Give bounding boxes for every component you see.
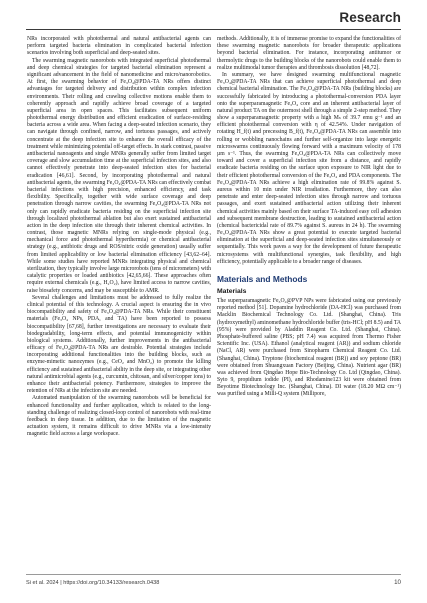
footer-divider <box>26 574 401 575</box>
header-divider <box>26 29 401 30</box>
body-paragraph: methods. Additionally, it is of immense promise to expand the functionalities of these swarming magnetic nanorobots for broader therapeutic applications beyond bacterial elimination. For instance, incorporating antitumor or thermolytic drugs to the building blocks of the nanorobots could enable them to realize multimodal tumor therapies and thrombosis dissolution [48,72]. <box>217 36 401 71</box>
right-column <box>217 36 401 399</box>
body-paragraph: In summary, we have designed swarming multifunctional magnetic Fe₃O₄@PDA-TA NRs that can achieve superficial photothermal and deep chemical bacterial elimination. The Fe₃O₄@PDA-TA NRs (building blocks) are successfully fabricated by introducing a photothermal-conversion PDA layer onto the superparamagnetic Fe₃O₄ core and an inherent antibacterial layer of natural product TA on the outermost shell through a simple 2-step method. They show a superparamagnetic property with a high Mₛ of 39.7 emu g⁻¹ and an efficient photothermal conversion with η of 42.54%. Under navigation of rotating H_f(t) and precessing B_f(t), Fe₃O₄@PDA-TA NRs can assemble into rolling or wobbling nanochains and further self-organize into large energetic microswarms continuously flowing forward with a maximum velocity of 178 µm s⁻¹. Thus, the swarming Fe₃O₄@PDA-TA NRs can collectively move toward and cover a superficial infection site from a distance, and rapidly eradicate bacteria residing on the surface upon exposure to NIR light due to their efficient photothermal conversion of the Fe₃O₄ and PDA components. The Fe₃O₄@PDA-TA NRs achieve a high elimination rate of 99.8% against S. aureus within 10 min under NIR irradiation. Furthermore, they can also penetrate and enter deep-seated infection sites through narrow and tortuous passages, and exert sustained antibacterial action utilizing their inherent chemical activities mainly based on their surface TA-induced easy cell adhesion and subsequent membrane destruction, leading to sustained antibacterial action (chemical bactericidal rate of 89.7% against S. aureus in 24 h). The swarming Fe₃O₄@PDA-TA NRs show a great potential to execute targeted bacterial elimination at the superficial and deep-seated infection sites simultaneously or sequentially. This work paves a way for the development of future therapeutic microsystems with multifunctional synergies, task flexibility, and high efficiency, potentially applicable to a broader range of diseases. <box>217 71 401 265</box>
body-paragraph: NRs incorporated with photothermal and natural antibacterial agents can perform targeted bacteria elimination in complicated bacterial infection scenarios involving both superficial and deep-seated sites. <box>27 36 211 57</box>
subsection-heading: Materials <box>217 288 247 295</box>
section-heading: Materials and Methods <box>217 274 308 284</box>
journal-brand: Research <box>339 10 401 25</box>
page-number: 10 <box>394 579 401 586</box>
body-paragraph: The swarming magnetic nanorobots with integrated superficial photothermal and deep chemical strategies for targeted bacterial elimination represent a significant advancement in the field of nanomedicine and micro/nanorobotics. At first, the swarming behavior of Fe₃O₄@PDA-TA NRs offers distinct advantages for targeted delivery and distribution within complex infection environments. Their rolling and crawling collective motions enable them to coherently approach and rapidly achieve broad coverage of a targeted superficial area in open spaces. This facilitates subsequent uniform photothermal energy distribution and efficient eradication of surface-residing bacteria across a wide area. When facing a deep-seated infection scenario, they can navigate through confined, narrow, and tortuous passages, and actively concentrate at the deep infection site to enhance the overall efficacy of the treatment while minimizing potential off-target effects. In stark contrast, passive antibacterial nanoagents and single MNRs generally suffer from limited target coverage and slow accumulation time at the superficial infection sites, and also cannot effectively penetrate into deep-seated infection sites for bacterial eradication [46,61]. Second, by incorporating photothermal and natural antibacterial agents, the swarming Fe₃O₄@PDA-TA NRs can effectively combat bacterial infections with high precision, enhanced efficiency, and task flexibility. Specifically, together with wide surface coverage and deep penetration through narrow cavities, the swarming Fe₃O₄@PDA-TA NRs not only can rapidly eradicate bacteria residing on the superficial infection site through localized photothermal ablation but also exert sustained antibacterial action in the deep infection site through their inherent chemical activities. In contrast, those magnetic MNRs relying on single-mode physical (e.g., mechanical force and photothermal hyperthermia) or chemical antibacterial strategy (e.g., antibiotic drugs and ROS/nitric oxide generation) usually suffer from limited applicability or low bacterial elimination efficiency [43,62–64]. While some studies have reported MNRs integrating physical and chemical sterilization, they typically involve large microrobots (tens of micrometers) with catalytic properties or loaded antibiotics [42,65,66]. These approaches often require external chemicals (e.g., H₂O₂), have limited access to narrow cavities, raise biosafety concerns, and may be susceptible to AMR. <box>27 57 211 294</box>
left-column <box>27 36 211 439</box>
body-paragraph: Automated manipulation of the swarming nanorobots will be beneficial for enhanced functionality and further application, which is related to the long-standing challenge of realizing closed-loop control of nanorobots with real-time feedback in deep tissue. In addition, due to the limitation of the magnetic actuation system, it remains difficult to drive MNRs via a low-intensity magnetic field across a large workspace. <box>27 395 211 438</box>
body-paragraph: The superparamagnetic Fe₃O₄@PVP NPs were fabricated using our previously reported method [51]. Dopamine hydrochloride (DA-HCl) was purchased from Macklin Biochemical Technology Co. Ltd. (Shanghai, China). Tris (hydroxymethyl) aminomethane hydrochloride buffer (tris-HCl; pH 8.5) and TA (95%) were provided by Aladdin Reagent Co. Ltd. (Shanghai, China). Phosphate-buffered saline (PBS; pH 7.4) was acquired from Thermo Fisher Scientific Inc. (USA). Ethanol (analytical reagent (AR)) and sodium chloride (NaCl, AR) were purchased from Sinopharm Chemical Reagent Co. Ltd. (Shanghai, China). Tryptone (biochemical reagent (BR)) and soy peptone (BR) were obtained from Shuangxuan Factory (Beijing, China). Nutrient agar (BR) was achieved from Qingdao Hope Bio-Technology Co. Ltd (Qingdao, China). Syto 9, propidium iodide (PI), and Rhodamine123 kit were obtained from Beyotime Biotechnology Inc. (Shanghai, China). DI water (18.20 MΩ cm⁻¹) was purified using a Milli-Q system (Millipore, <box>217 298 401 398</box>
body-paragraph: Several challenges and limitations must be addressed to fully realize the clinical potential of this technology. A crucial aspect is ensuring the in vivo biocompatibility and safety of Fe₃O₄@PDA-TA NRs. While their constituent materials (Fe₃O₄ NPs, PDA, and TA) have been reported to possess biocompatibility [67,68], further investigations are necessary to evaluate their biodegradability, long-term effects, and potential immunogenicity within biological systems. Additionally, further improvements in the antibacterial efficacy of Fe₃O₄@PDA-TA NRs are desirable. Potential strategies include incorporating additional functionalities into the building blocks, such as enzyme-mimetic nanozymes (e.g., CeO₂ and MnO₂) to promote the killing efficiency and sustained antibacterial ability in the deep site, or integrating other natural antimicrobial agents (e.g., curcumin, chitosan, and silver/copper ions) to enhance their antibacterial potency. Furthermore, strategies to improve the retention of NRs at the infection site are needed. <box>27 294 211 395</box>
footer-citation[interactable]: Si et al. 2024 | https://doi.org/10.34133/research.0438 <box>26 580 160 586</box>
